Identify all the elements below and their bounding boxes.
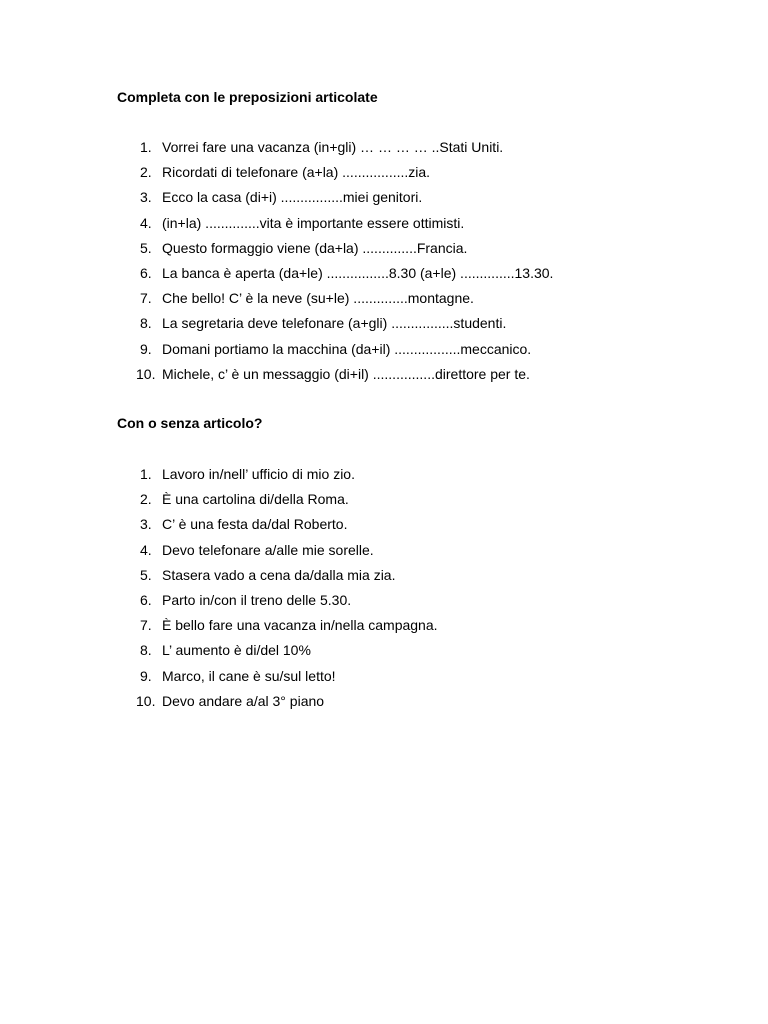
- list-item: [117, 514, 438, 539]
- item-text: La segretaria deve telefonare (a+gli) ................studenti.: [162, 315, 507, 332]
- list-item: [117, 288, 553, 313]
- item-text: Michele, c’ è un messaggio (di+il) ................direttore per te.: [162, 365, 530, 382]
- list-item: [117, 464, 438, 489]
- section-title-prepositions: Completa con le preposizioni articolate: [117, 89, 378, 105]
- item-text: È bello fare una vacanza in/nella campagna.: [162, 617, 438, 634]
- item-text: Ricordati di telefonare (a+la) .................zia.: [162, 164, 431, 181]
- item-number: 4.: [140, 214, 152, 231]
- item-text: Questo formaggio viene (da+la) ..............Francia.: [162, 239, 468, 256]
- item-number: 10.: [136, 365, 156, 382]
- list-item: [117, 137, 553, 162]
- list-item: [117, 590, 438, 615]
- item-text: Che bello! C’ è la neve (su+le) ..............montagne.: [162, 290, 474, 307]
- item-text: Marco, il cane è su/sul letto!: [162, 667, 336, 684]
- item-number: 8.: [140, 642, 152, 659]
- item-text: È una cartolina di/della Roma.: [162, 491, 349, 508]
- list-item: [117, 540, 438, 565]
- item-number: 7.: [140, 617, 152, 634]
- list-item: [117, 691, 438, 716]
- item-number: 3.: [140, 189, 152, 206]
- list-item: [117, 565, 438, 590]
- item-number: 1.: [140, 139, 152, 155]
- list-item: [117, 213, 553, 238]
- item-text: Domani portiamo la macchina (da+il) .................meccanico.: [162, 340, 532, 357]
- item-number: 6.: [140, 591, 152, 608]
- item-text: Vorrei fare una vacanza (in+gli) … … … … ..Stati Uniti.: [162, 139, 504, 155]
- item-text: (in+la) ..............vita è importante essere ottimisti.: [162, 214, 465, 231]
- item-number: 4.: [140, 541, 152, 558]
- item-number: 9.: [140, 340, 152, 357]
- item-text: L’ aumento è di/del 10%: [162, 642, 311, 659]
- list-item: [117, 263, 553, 288]
- item-number: 7.: [140, 290, 152, 307]
- list-item: [117, 364, 553, 389]
- item-number: 5.: [140, 566, 152, 583]
- item-number: 6.: [140, 264, 152, 281]
- item-text: Devo telefonare a/alle mie sorelle.: [162, 541, 374, 558]
- item-text: Lavoro in/nell’ ufficio di mio zio.: [162, 466, 355, 482]
- list-item: [117, 162, 553, 187]
- list-item: [117, 238, 553, 263]
- item-number: 9.: [140, 667, 152, 684]
- item-number: 2.: [140, 491, 152, 508]
- section-title-articles: Con o senza articolo?: [117, 415, 263, 431]
- list-item: [117, 615, 438, 640]
- list-item: [117, 339, 553, 364]
- item-number: 10.: [136, 692, 156, 709]
- item-text: Parto in/con il treno delle 5.30.: [162, 591, 352, 608]
- item-number: 3.: [140, 516, 152, 533]
- list-item: [117, 666, 438, 691]
- exercise-list-prepositions: [117, 137, 553, 389]
- item-number: 5.: [140, 239, 152, 256]
- item-text: Devo andare a/al 3° piano: [162, 692, 325, 709]
- item-text: Stasera vado a cena da/dalla mia zia.: [162, 566, 396, 583]
- list-item: [117, 640, 438, 665]
- item-text: C’ è una festa da/dal Roberto.: [162, 516, 348, 533]
- item-text: La banca è aperta (da+le) ................8.30 (a+le) ..............13.30.: [162, 264, 554, 281]
- list-item: [117, 313, 553, 338]
- item-number: 1.: [140, 466, 152, 482]
- item-text: Ecco la casa (di+i) ................miei genitori.: [162, 189, 423, 206]
- exercise-list-articles: [117, 464, 438, 716]
- list-item: [117, 187, 553, 212]
- list-item: [117, 489, 438, 514]
- item-number: 2.: [140, 164, 152, 181]
- item-number: 8.: [140, 315, 152, 332]
